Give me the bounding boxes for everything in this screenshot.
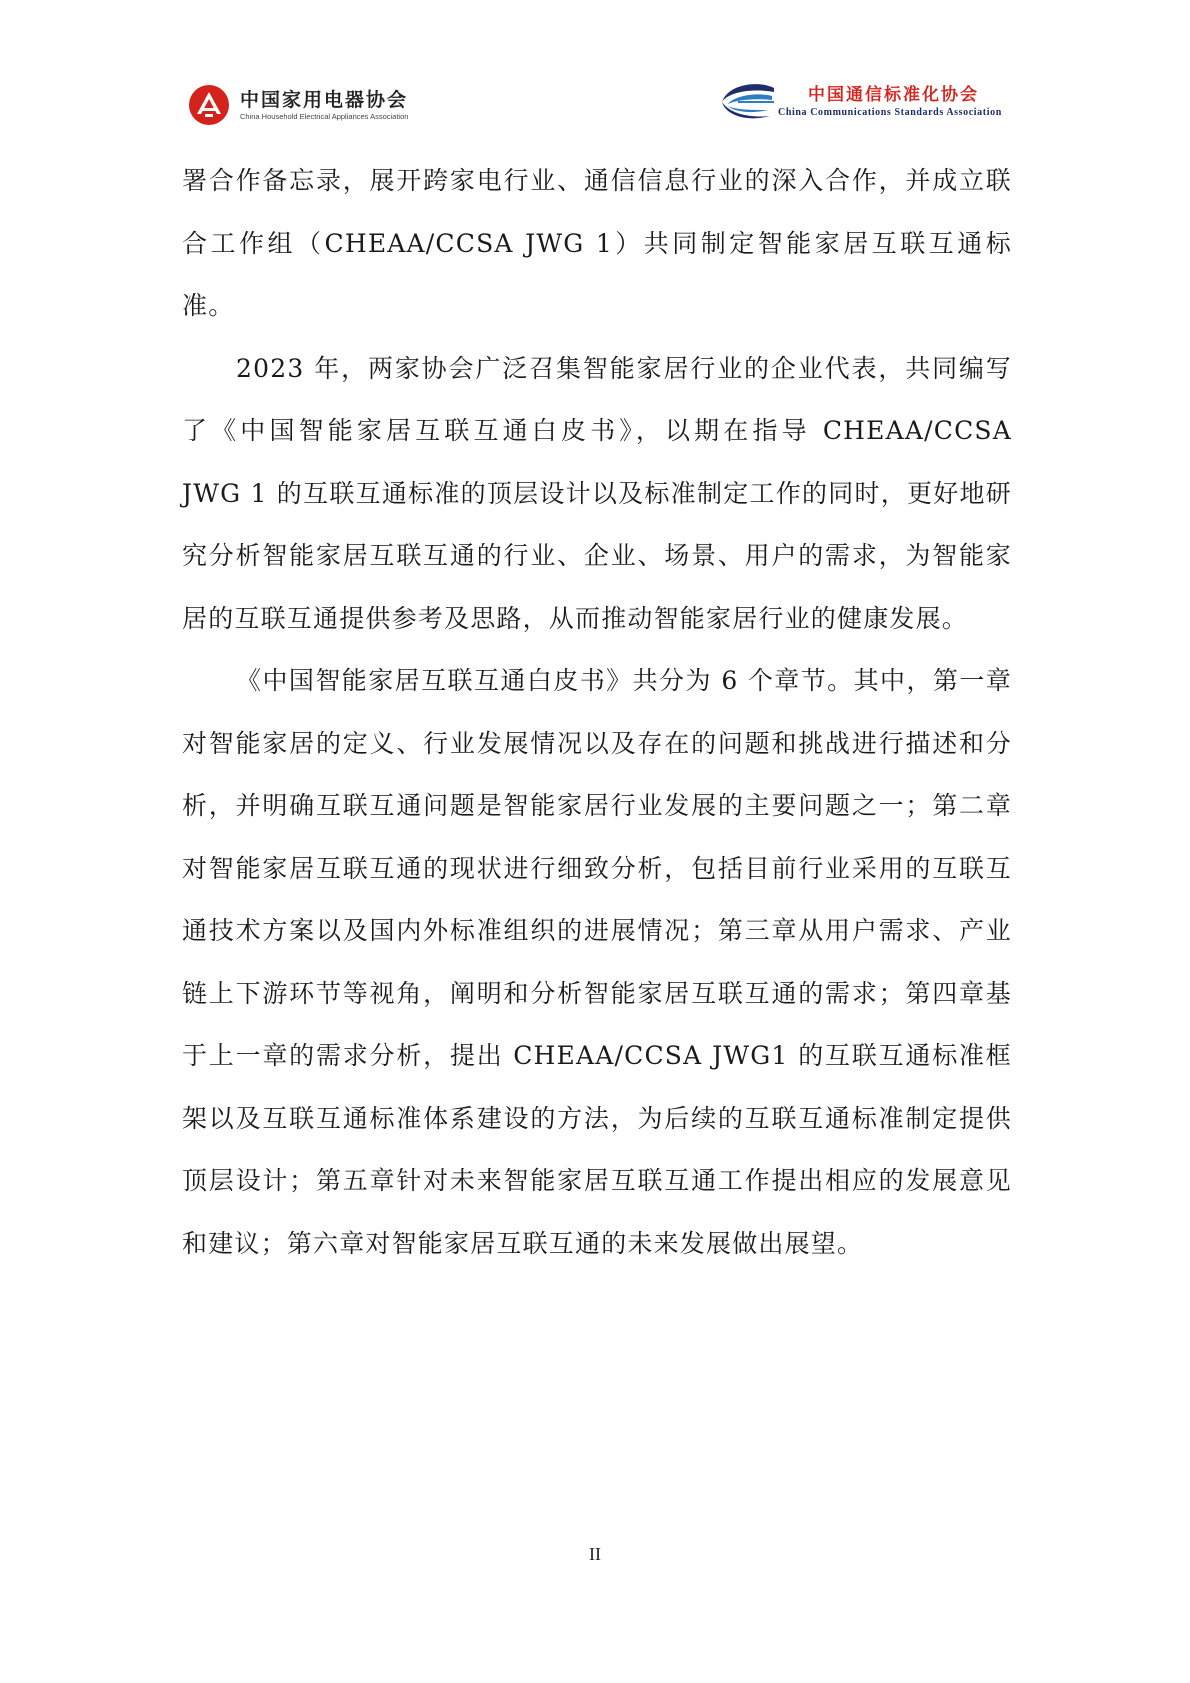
paragraph-1: 署合作备忘录，展开跨家电行业、通信信息行业的深入合作，并成立联合工作组（CHEAA/CCSA JWG 1）共同制定智能家居互联互通标准。 xyxy=(182,166,1012,320)
page-number: II xyxy=(589,1544,601,1564)
paragraph-2: 2023 年，两家协会广泛召集智能家居行业的企业代表，共同编写了《中国智能家居互联互通白皮书》，以期在指导 CHEAA/CCSA JWG 1 的互联互通标准的顶层设计以及标准制定工作的同时，更好地研究分析智能家居互联互通的行业、企业、场景、用户的需求，为智能家居的互联互通提供参考及思路，从而推动智能家居行业的健康发展。 xyxy=(182,353,1012,633)
cheaa-emblem-icon xyxy=(188,84,230,126)
cheaa-logo xyxy=(188,84,408,126)
ccsa-swoosh-icon xyxy=(718,82,776,122)
page-header xyxy=(0,0,1190,150)
cheaa-name-en: China Household Electrical Appliances Association xyxy=(240,111,409,121)
paragraph-3: 《中国智能家居互联互通白皮书》共分为 6 个章节。其中，第一章对智能家居的定义、行业发展情况以及存在的问题和挑战进行描述和分析，并明确互联互通问题是智能家居行业发展的主要问题之一；第二章对智能家居互联互通的现状进行细致分析，包括目前行业采用的互联互通技术方案以及国内外标准组织的进展情况；第三章从用户需求、产业链上下游环节等视角，阐明和分析智能家居互联互通的需求；第四章基于上一章的需求分析，提出 CHEAA/CCSA JWG1 的互联互通标准框架以及互联互通标准体系建设的方法，为后续的互联互通标准制定提供顶层设计；第五章针对未来智能家居互联互通工作提出相应的发展意见和建议；第六章对智能家居互联互通的未来发展做出展望。 xyxy=(182,666,1012,1258)
ccsa-name-en: China Communications Standards Association xyxy=(778,107,1002,118)
document-body xyxy=(182,150,1012,1275)
ccsa-name-cn: 中国通信标准化协会 xyxy=(808,85,979,105)
ccsa-logo xyxy=(718,82,1002,122)
cheaa-name-cn: 中国家用电器协会 xyxy=(240,88,409,111)
